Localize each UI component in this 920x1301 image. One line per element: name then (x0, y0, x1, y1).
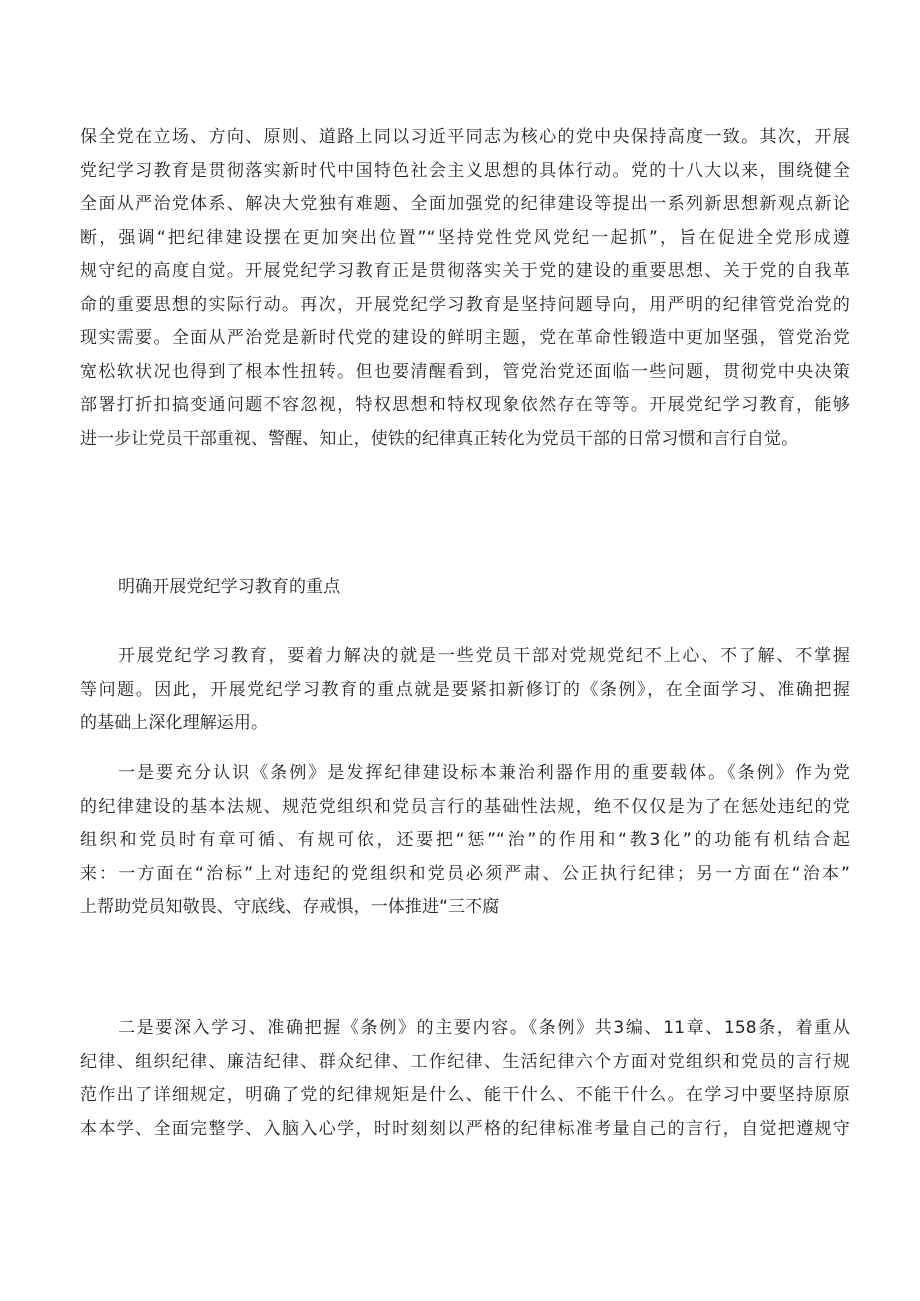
text-line: 纪律、组织纪律、廉洁纪律、群众纪律、工作纪律、生活纪律六个方面对党组织和党员的言行规 (80, 1051, 850, 1072)
text-line: 断，强调“把纪律建设摆在更加突出位置”“坚持党性党风党纪一起抓”，旨在促进全党形成遵 (80, 227, 850, 248)
section-heading (80, 571, 850, 605)
text-line: 组织和党员时有章可循、有规可依，还要把“惩”“治”的作用和“教3化”的功能有机结合起 (80, 830, 850, 850)
heading-text: 明确开展党纪学习教育的重点 (118, 577, 341, 597)
text-line: 一是要充分认识《条例》是发挥纪律建设标本兼治利器作用的重要载体。《条例》作为党 (118, 763, 850, 783)
text-line: 来：一方面在“治标”上对违纪的党组织和党员必须严肃、公正执行纪律；另一方面在“治本” (80, 863, 850, 884)
text-line: 保全党在立场、方向、原则、道路上同以习近平同志为核心的党中央保持高度一致。其次，开展 (80, 127, 850, 147)
text-line: 上帮助党员知敬畏、守底线、存戒惧，一体推进“三不腐 (80, 897, 500, 917)
text-line: 进一步让党员干部重视、警醒、知止，使铁的纪律真正转化为党员干部的日常习惯和言行自觉。 (80, 428, 799, 449)
text-line: 开展党纪学习教育，要着力解决的就是一些党员干部对党规党纪不上心、不了解、不掌握 (118, 646, 850, 666)
paragraph-4 (80, 1012, 850, 1146)
text-line: 等问题。因此，开展党纪学习教育的重点就是要紧扣新修订的《条例》，在全面学习、准确把握 (80, 679, 850, 700)
text-line: 的基础上深化理解运用。 (80, 713, 269, 733)
text-line: 党纪学习教育是贯彻落实新时代中国特色社会主义思想的具体行动。党的十八大以来，围绕健全 (80, 160, 850, 181)
paragraph-2 (80, 640, 850, 741)
paragraph-1 (80, 121, 850, 456)
text-line: 宽松软状况也得到了根本性扭转。但也要清醒看到，管党治党还面临一些问题，贯彻党中央决策 (80, 361, 850, 382)
text-line: 范作出了详细规定，明确了党的纪律规矩是什么、能干什么、不能干什么。在学习中要坚持原原 (80, 1085, 850, 1105)
text-line: 全面从严治党体系、解决大党独有难题、全面加强党的纪律建设等提出一系列新思想新观点新论 (80, 194, 850, 214)
text-line: 规守纪的高度自觉。开展党纪学习教育正是贯彻落实关于党的建设的重要思想、关于党的自我革 (80, 261, 850, 281)
text-line: 本本学、全面完整学、入脑入心学，时时刻刻以严格的纪律标准考量自己的言行，自觉把遵规守 (80, 1118, 850, 1139)
text-line: 现实需要。全面从严治党是新时代党的建设的鲜明主题，党在革命性锻造中更加坚强，管党治党 (80, 328, 850, 348)
text-line: 二是要深入学习、准确把握《条例》的主要内容。《条例》共3编、11章、158条，着重从 (118, 1018, 850, 1038)
text-line: 的纪律建设的基本法规、规范党组织和党员言行的基础性法规，绝不仅仅是为了在惩处违纪的党 (80, 796, 850, 817)
text-line: 命的重要思想的实际行动。再次，开展党纪学习教育是坚持问题导向，用严明的纪律管党治党的 (80, 294, 850, 315)
paragraph-3 (80, 757, 850, 925)
text-line: 部署打折扣搞变通问题不容忽视，特权思想和特权现象依然存在等等。开展党纪学习教育，能够 (80, 395, 850, 415)
